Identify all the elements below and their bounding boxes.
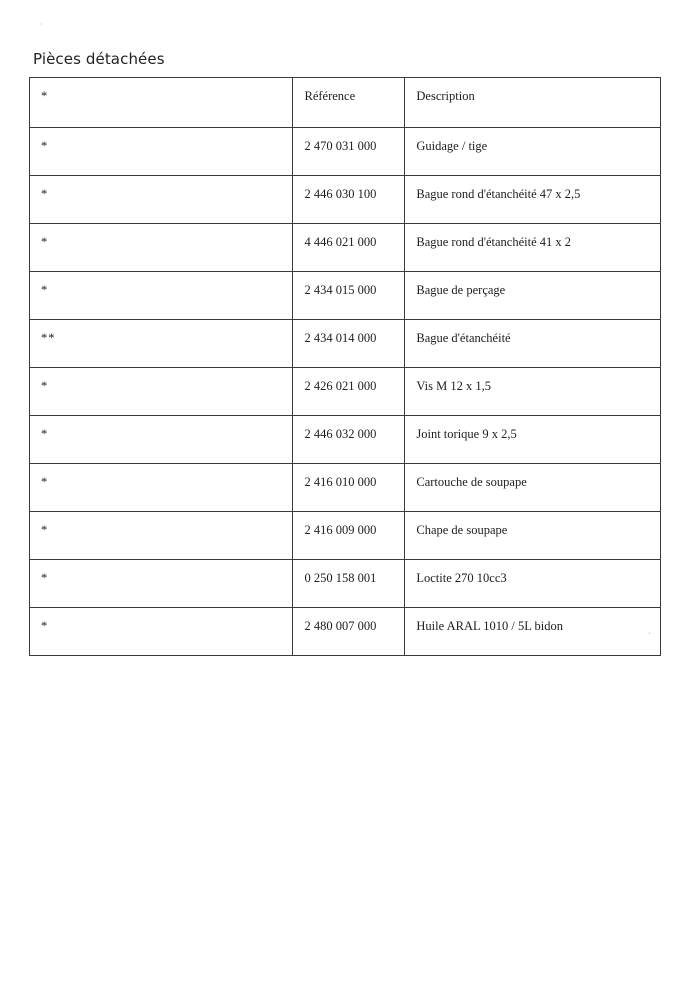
scan-speck: ·: [40, 20, 43, 29]
table-row: [30, 176, 661, 224]
table-row: [30, 128, 661, 176]
cell-mark: *: [30, 224, 293, 272]
cell-description: Bague rond d'étanchéité 41 x 2: [405, 224, 661, 272]
column-header-reference: Référence: [293, 78, 405, 128]
cell-mark: *: [30, 368, 293, 416]
table-row: [30, 272, 661, 320]
cell-reference: 2 416 010 000: [293, 464, 405, 512]
cell-description: Loctite 270 10cc3: [405, 560, 661, 608]
cell-mark: *: [30, 512, 293, 560]
cell-mark: *: [30, 272, 293, 320]
cell-description: Bague de perçage: [405, 272, 661, 320]
cell-mark: *: [30, 464, 293, 512]
column-header-mark: *: [30, 78, 293, 128]
table-row: [30, 368, 661, 416]
cell-mark: **: [30, 320, 293, 368]
cell-mark: *: [30, 128, 293, 176]
cell-reference: 2 416 009 000: [293, 512, 405, 560]
table-row: [30, 608, 661, 656]
cell-reference: 2 480 007 000: [293, 608, 405, 656]
cell-mark: *: [30, 416, 293, 464]
table-row: [30, 320, 661, 368]
cell-mark: *: [30, 560, 293, 608]
cell-reference: 2 426 021 000: [293, 368, 405, 416]
page-title: Pièces détachées: [33, 50, 165, 68]
cell-description: Chape de soupape: [405, 512, 661, 560]
table-row: [30, 512, 661, 560]
table-row: [30, 416, 661, 464]
cell-reference: 2 434 014 000: [293, 320, 405, 368]
table-row: [30, 224, 661, 272]
column-header-description: Description: [405, 78, 661, 128]
cell-mark: *: [30, 608, 293, 656]
cell-description: Joint torique 9 x 2,5: [405, 416, 661, 464]
cell-description: Vis M 12 x 1,5: [405, 368, 661, 416]
cell-description: Bague rond d'étanchéité 47 x 2,5: [405, 176, 661, 224]
cell-mark: *: [30, 176, 293, 224]
cell-description: Huile ARAL 1010 / 5L bidon: [405, 608, 661, 656]
cell-reference: 2 434 015 000: [293, 272, 405, 320]
cell-description: Guidage / tige: [405, 128, 661, 176]
spare-parts-table: [29, 77, 661, 656]
table-row: [30, 464, 661, 512]
cell-reference: 4 446 021 000: [293, 224, 405, 272]
table-row: [30, 560, 661, 608]
cell-reference: 0 250 158 001: [293, 560, 405, 608]
cell-reference: 2 446 032 000: [293, 416, 405, 464]
scan-speck: `: [648, 632, 652, 641]
table-header-row: [30, 78, 661, 128]
cell-reference: 2 470 031 000: [293, 128, 405, 176]
cell-description: Cartouche de soupape: [405, 464, 661, 512]
cell-reference: 2 446 030 100: [293, 176, 405, 224]
cell-description: Bague d'étanchéité: [405, 320, 661, 368]
